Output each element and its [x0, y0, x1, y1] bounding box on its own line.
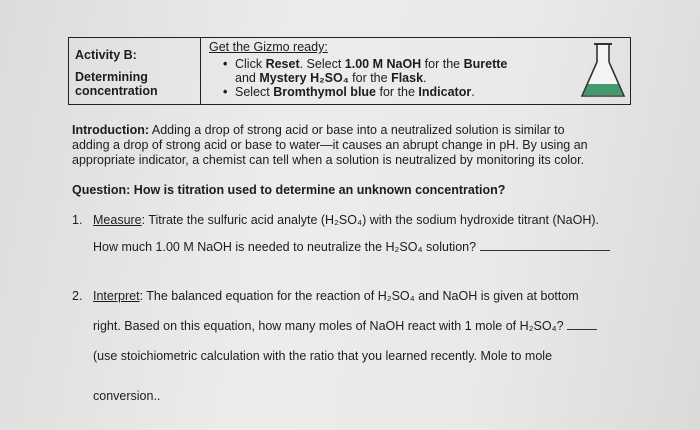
item2-label: Interpret	[93, 289, 140, 303]
question-heading: Question: How is titration used to determine an unknown concentration?	[72, 183, 506, 197]
step1-mystery: Mystery H₂SO₄	[259, 71, 349, 85]
step1-text-d: and	[235, 71, 260, 85]
step1-text-c: for the	[421, 57, 464, 71]
activity-subtitle-line2: concentration	[75, 84, 158, 98]
item1-text1: : Titrate the sulfuric acid analyte (H₂SO₄) with the sodium hydroxide titrant (NaOH).	[141, 213, 599, 227]
step2-indicator-word: Indicator	[418, 85, 472, 99]
step1-burette: Burette	[463, 57, 508, 71]
step1-reset: Reset	[265, 57, 300, 71]
activity-subtitle-line1: Determining	[75, 70, 148, 84]
step1-text-b: . Select	[299, 57, 345, 71]
item2-line1	[93, 289, 579, 303]
step1-text-f: .	[423, 71, 427, 85]
item1-number: 1.	[72, 213, 83, 227]
item1-text2: How much 1.00 M NaOH is needed to neutralize the H₂SO₄ solution?	[93, 240, 477, 254]
activity-header-box	[68, 37, 631, 105]
step1-flask: Flask	[391, 71, 424, 85]
item2-line2	[93, 319, 597, 333]
step2-text-b: for the	[376, 85, 419, 99]
step1-text-e: for the	[348, 71, 392, 85]
step2-text-d: .	[471, 85, 475, 99]
gizmo-step-2	[223, 85, 622, 99]
item2-text4: conversion..	[93, 389, 161, 403]
item1-answer-blank[interactable]	[480, 250, 610, 251]
item1-label: Measure	[93, 213, 142, 227]
item2-number: 2.	[72, 289, 83, 303]
introduction-paragraph	[72, 123, 632, 168]
flask-icon	[580, 42, 626, 100]
activity-label: Activity B:	[75, 48, 137, 62]
activity-cell	[69, 38, 201, 104]
introduction-line3: appropriate indicator, a chemist can tell when a solution is neutralized by monitoring its color.	[72, 153, 585, 167]
gizmo-instructions-cell	[201, 38, 630, 104]
gizmo-steps	[209, 57, 622, 99]
item2-text3: (use stoichiometric calculation with the ratio that you learned recently. Mole to mole	[93, 349, 553, 363]
item2-text2: right. Based on this equation, how many moles of NaOH react with 1 mole of H₂SO₄?	[93, 319, 564, 333]
step2-indicator: Bromthymol blue	[273, 85, 377, 99]
item2-line3	[93, 349, 552, 363]
gizmo-step-1	[223, 57, 622, 85]
step1-naoh: 1.00 M NaOH	[344, 57, 422, 71]
item1-line2	[93, 240, 610, 254]
introduction-line2: adding a drop of strong acid or base to water—it causes an abrupt change in pH. By using an	[72, 138, 588, 152]
introduction-line1: Adding a drop of strong acid or base into a neutralized solution is similar to	[149, 123, 565, 137]
introduction-label: Introduction:	[72, 123, 150, 137]
gizmo-title: Get the Gizmo ready:	[209, 40, 328, 54]
item2-line4	[93, 389, 160, 403]
item2-text1: : The balanced equation for the reaction of H₂SO₄ and NaOH is given at bottom	[139, 289, 579, 303]
item2-answer-blank[interactable]	[567, 329, 597, 330]
item1-line1	[93, 213, 599, 227]
step1-text-a: Click	[235, 57, 266, 71]
step2-text-a: Select	[235, 85, 274, 99]
